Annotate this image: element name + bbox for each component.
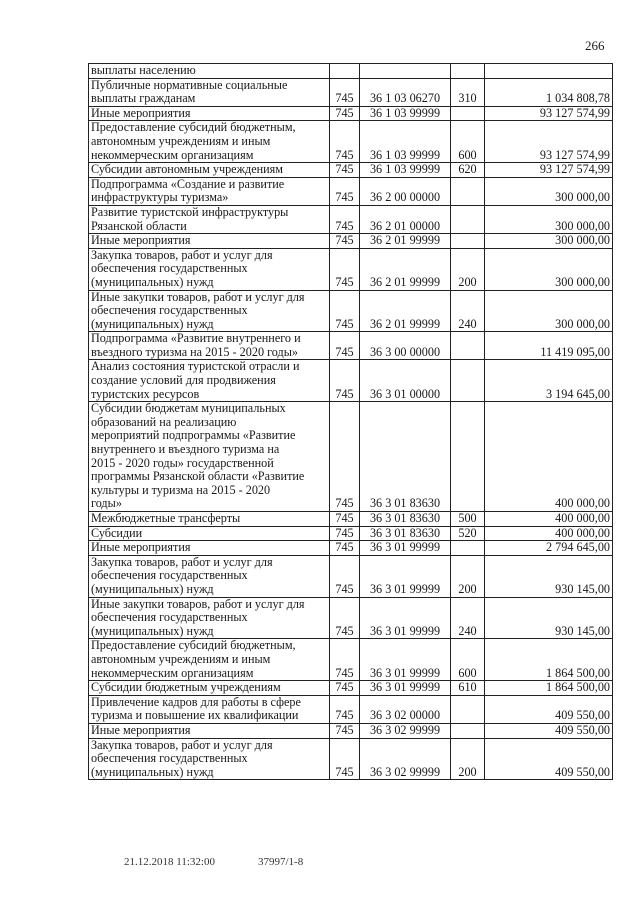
table-row	[89, 121, 613, 163]
budget-table-body	[89, 64, 613, 780]
row-csr: 36 3 02 00000	[360, 695, 451, 723]
row-csr: 36 1 03 99999	[360, 163, 451, 178]
table-row	[89, 597, 613, 639]
row-vr: 500	[451, 512, 485, 527]
row-csr: 36 3 00 00000	[360, 332, 451, 360]
budget-table	[88, 63, 613, 780]
row-sum: 300 000,00	[485, 234, 613, 249]
table-row	[89, 695, 613, 723]
row-sum: 11 419 095,00	[485, 332, 613, 360]
row-sum: 1 864 500,00	[485, 681, 613, 696]
row-name: Субсидии автономным учреждениям	[89, 163, 330, 178]
row-name: Привлечение кадров для работы в сфере туризма и повышение их квалификации	[89, 695, 330, 723]
row-vr: 200	[451, 738, 485, 780]
row-vr	[451, 541, 485, 556]
row-sum: 300 000,00	[485, 177, 613, 205]
row-vr	[451, 402, 485, 512]
row-ved: 745	[330, 723, 360, 738]
table-row	[89, 360, 613, 402]
row-vr: 610	[451, 681, 485, 696]
row-vr	[451, 205, 485, 233]
row-csr: 36 3 02 99999	[360, 723, 451, 738]
row-sum: 300 000,00	[485, 205, 613, 233]
row-name: Закупка товаров, работ и услуг для обеспечения государственных (муниципальных) нужд	[89, 738, 330, 780]
row-name: Предоставление субсидий бюджетным, автономным учреждениям и иным некоммерческим организациям	[89, 639, 330, 681]
row-sum: 400 000,00	[485, 512, 613, 527]
row-vr	[451, 695, 485, 723]
row-sum: 93 127 574,99	[485, 106, 613, 121]
table-row	[89, 555, 613, 597]
row-vr: 200	[451, 555, 485, 597]
row-sum: 93 127 574,99	[485, 163, 613, 178]
row-vr: 310	[451, 78, 485, 106]
row-ved: 745	[330, 332, 360, 360]
row-sum: 930 145,00	[485, 555, 613, 597]
row-sum: 409 550,00	[485, 695, 613, 723]
row-ved: 745	[330, 555, 360, 597]
table-row	[89, 78, 613, 106]
row-name: Предоставление субсидий бюджетным, автономным учреждениям и иным некоммерческим организациям	[89, 121, 330, 163]
row-csr: 36 2 01 00000	[360, 205, 451, 233]
row-csr: 36 3 01 99999	[360, 597, 451, 639]
table-row	[89, 681, 613, 696]
row-ved: 745	[330, 78, 360, 106]
row-csr: 36 3 01 99999	[360, 555, 451, 597]
table-row	[89, 332, 613, 360]
row-name: Закупка товаров, работ и услуг для обеспечения государственных (муниципальных) нужд	[89, 555, 330, 597]
row-vr	[451, 723, 485, 738]
row-ved: 745	[330, 526, 360, 541]
row-csr: 36 1 03 99999	[360, 121, 451, 163]
row-ved: 745	[330, 597, 360, 639]
table-row	[89, 106, 613, 121]
row-ved: 745	[330, 248, 360, 290]
row-csr: 36 3 01 99999	[360, 541, 451, 556]
row-name: Иные мероприятия	[89, 541, 330, 556]
row-ved: 745	[330, 541, 360, 556]
row-name: Иные мероприятия	[89, 723, 330, 738]
row-vr	[451, 234, 485, 249]
row-name: Закупка товаров, работ и услуг для обеспечения государственных (муниципальных) нужд	[89, 248, 330, 290]
row-ved: 745	[330, 681, 360, 696]
row-csr	[360, 64, 451, 79]
row-ved: 745	[330, 106, 360, 121]
row-vr	[451, 106, 485, 121]
table-row	[89, 290, 613, 332]
row-sum	[485, 64, 613, 79]
row-csr: 36 2 00 00000	[360, 177, 451, 205]
row-sum: 400 000,00	[485, 402, 613, 512]
row-name: Субсидии	[89, 526, 330, 541]
row-name: Иные закупки товаров, работ и услуг для обеспечения государственных (муниципальных) нужд	[89, 290, 330, 332]
row-vr	[451, 64, 485, 79]
table-row	[89, 163, 613, 178]
row-csr: 36 3 01 83630	[360, 402, 451, 512]
row-csr: 36 1 03 99999	[360, 106, 451, 121]
row-sum: 93 127 574,99	[485, 121, 613, 163]
row-sum: 1 034 808,78	[485, 78, 613, 106]
footer-doc-id: 37997/1-8	[258, 856, 304, 868]
row-ved: 745	[330, 402, 360, 512]
row-sum: 2 794 645,00	[485, 541, 613, 556]
row-name: Субсидии бюджетам муниципальных образований на реализацию мероприятий подпрограммы «Развитие внутреннего и въездного туризма на 2015 - 2020 годы» государственной программы Рязанской области «Развитие культуры и туризма на 2015 - 2020 годы»	[89, 402, 330, 512]
row-ved: 745	[330, 512, 360, 527]
row-ved: 745	[330, 360, 360, 402]
row-csr: 36 3 01 83630	[360, 526, 451, 541]
row-sum: 300 000,00	[485, 290, 613, 332]
row-csr: 36 3 01 99999	[360, 639, 451, 681]
row-vr	[451, 332, 485, 360]
row-ved: 745	[330, 163, 360, 178]
row-name: Подпрограмма «Развитие внутреннего и въездного туризма на 2015 - 2020 годы»	[89, 332, 330, 360]
table-row	[89, 234, 613, 249]
row-csr: 36 2 01 99999	[360, 234, 451, 249]
row-ved: 745	[330, 290, 360, 332]
row-csr: 36 1 03 06270	[360, 78, 451, 106]
row-name: выплаты населению	[89, 64, 330, 79]
row-name: Анализ состояния туристской отрасли и создание условий для продвижения туристских ресурсов	[89, 360, 330, 402]
row-vr: 600	[451, 639, 485, 681]
row-ved	[330, 64, 360, 79]
footer-datetime: 21.12.2018 11:32:00	[124, 856, 215, 868]
row-name: Развитие туристской инфраструктуры Рязанской области	[89, 205, 330, 233]
row-ved: 745	[330, 738, 360, 780]
row-sum: 409 550,00	[485, 738, 613, 780]
table-row	[89, 723, 613, 738]
table-row	[89, 639, 613, 681]
row-ved: 745	[330, 639, 360, 681]
table-row	[89, 512, 613, 527]
row-name: Межбюджетные трансферты	[89, 512, 330, 527]
row-sum: 300 000,00	[485, 248, 613, 290]
row-name: Иные мероприятия	[89, 106, 330, 121]
row-name: Субсидии бюджетным учреждениям	[89, 681, 330, 696]
row-vr: 600	[451, 121, 485, 163]
row-ved: 745	[330, 177, 360, 205]
row-name: Подпрограмма «Создание и развитие инфраструктуры туризма»	[89, 177, 330, 205]
row-vr: 520	[451, 526, 485, 541]
table-row	[89, 402, 613, 512]
table-row	[89, 738, 613, 780]
page-number: 266	[585, 38, 605, 53]
row-csr: 36 2 01 99999	[360, 290, 451, 332]
row-csr: 36 3 01 83630	[360, 512, 451, 527]
table-row	[89, 205, 613, 233]
table-row	[89, 248, 613, 290]
row-name: Публичные нормативные социальные выплаты гражданам	[89, 78, 330, 106]
row-ved: 745	[330, 205, 360, 233]
row-ved: 745	[330, 234, 360, 249]
row-vr: 240	[451, 597, 485, 639]
row-sum: 3 194 645,00	[485, 360, 613, 402]
row-csr: 36 3 02 99999	[360, 738, 451, 780]
row-name: Иные мероприятия	[89, 234, 330, 249]
row-vr	[451, 360, 485, 402]
table-row	[89, 541, 613, 556]
row-vr	[451, 177, 485, 205]
table-row	[89, 526, 613, 541]
row-ved: 745	[330, 695, 360, 723]
row-vr: 240	[451, 290, 485, 332]
row-vr: 620	[451, 163, 485, 178]
row-csr: 36 2 01 99999	[360, 248, 451, 290]
row-name: Иные закупки товаров, работ и услуг для обеспечения государственных (муниципальных) нужд	[89, 597, 330, 639]
row-sum: 409 550,00	[485, 723, 613, 738]
row-vr: 200	[451, 248, 485, 290]
row-csr: 36 3 01 99999	[360, 681, 451, 696]
table-row	[89, 177, 613, 205]
row-sum: 930 145,00	[485, 597, 613, 639]
row-ved: 745	[330, 121, 360, 163]
row-sum: 1 864 500,00	[485, 639, 613, 681]
row-sum: 400 000,00	[485, 526, 613, 541]
table-row	[89, 64, 613, 79]
row-csr: 36 3 01 00000	[360, 360, 451, 402]
